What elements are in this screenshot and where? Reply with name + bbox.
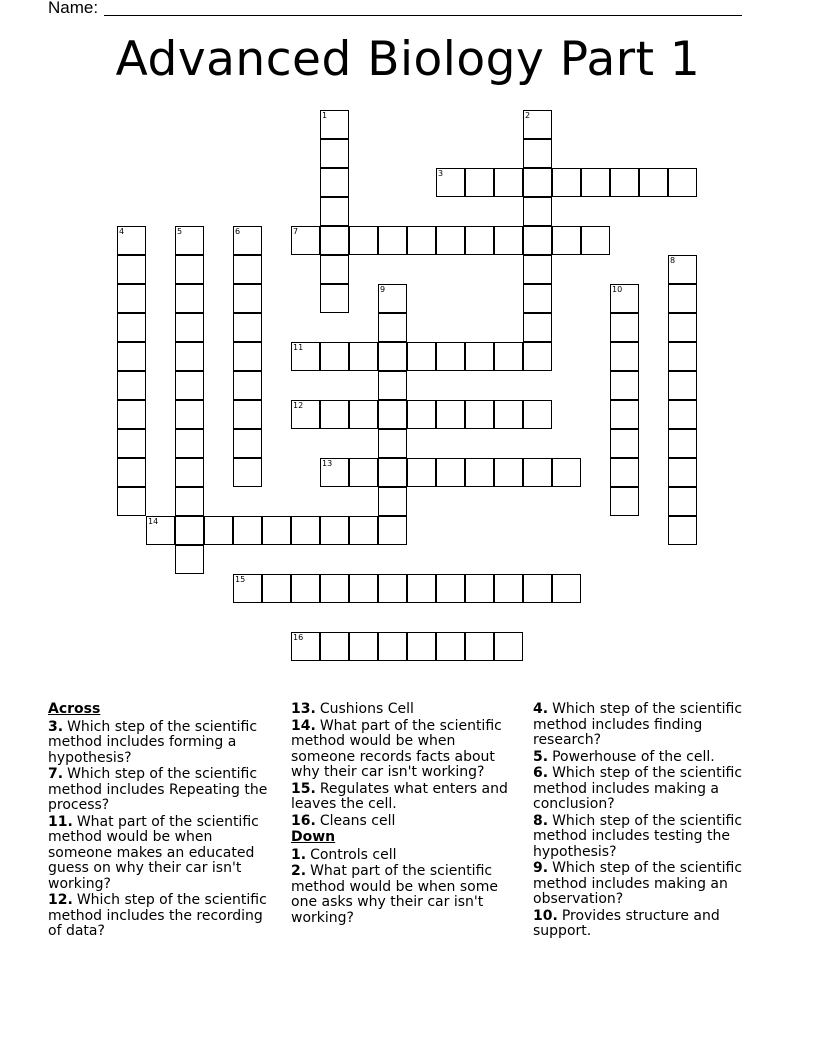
crossword-cell[interactable]: [291, 574, 320, 603]
clue-number: 14.: [291, 717, 316, 734]
crossword-cell[interactable]: [610, 371, 639, 400]
crossword-cell[interactable]: [291, 632, 320, 661]
crossword-cell[interactable]: [175, 429, 204, 458]
crossword-cell[interactable]: [146, 516, 175, 545]
crossword-cell[interactable]: [436, 226, 465, 255]
across-heading: Across: [48, 701, 101, 717]
clue-item: [291, 814, 519, 830]
crossword-cell[interactable]: [610, 487, 639, 516]
crossword-cell[interactable]: [320, 458, 349, 487]
clue-number: 10.: [533, 907, 558, 924]
crossword-cell[interactable]: [175, 255, 204, 284]
crossword-cell[interactable]: [117, 400, 146, 429]
crossword-cell[interactable]: [668, 255, 697, 284]
crossword-cell[interactable]: [494, 168, 523, 197]
crossword-cell[interactable]: [668, 313, 697, 342]
cell-number: 5: [177, 227, 183, 236]
crossword-cell[interactable]: [320, 110, 349, 139]
crossword-cell[interactable]: [610, 284, 639, 313]
crossword-cell[interactable]: [233, 574, 262, 603]
clue-text: Which step of the scientific method includes making a conclusion?: [533, 765, 743, 812]
clue-number: 16.: [291, 812, 316, 829]
crossword-cell[interactable]: [494, 226, 523, 255]
clue-number: 5.: [533, 748, 549, 765]
crossword-cell[interactable]: [175, 400, 204, 429]
crossword-cell[interactable]: [320, 226, 349, 255]
crossword-cell[interactable]: [233, 342, 262, 371]
crossword-cell[interactable]: [349, 574, 378, 603]
crossword-cell[interactable]: [407, 574, 436, 603]
crossword-cell[interactable]: [320, 139, 349, 168]
crossword-cell[interactable]: [320, 197, 349, 226]
clue-number: 13.: [291, 701, 316, 717]
clue-text: Which step of the scientific method includes finding research?: [533, 701, 743, 748]
clue-number: 6.: [533, 765, 549, 781]
crossword-cell[interactable]: [494, 400, 523, 429]
clue-number: 1.: [291, 846, 307, 863]
crossword-cell[interactable]: [552, 226, 581, 255]
crossword-cell[interactable]: [523, 197, 552, 226]
crossword-cell[interactable]: [233, 371, 262, 400]
crossword-cell[interactable]: [523, 574, 552, 603]
clue-number: 15.: [291, 780, 316, 797]
crossword-cell[interactable]: [523, 226, 552, 255]
crossword-cell[interactable]: [117, 313, 146, 342]
cell-number: 11: [293, 343, 304, 352]
crossword-cell[interactable]: [233, 429, 262, 458]
cell-number: 14: [148, 517, 159, 526]
clue-number: 8.: [533, 812, 549, 829]
cell-number: 1: [322, 111, 328, 120]
down-heading: Down: [291, 829, 336, 845]
crossword-cell[interactable]: [117, 284, 146, 313]
crossword-cell[interactable]: [668, 516, 697, 545]
crossword-cell[interactable]: [233, 313, 262, 342]
cell-number: 16: [293, 633, 304, 642]
clue-item: [48, 815, 276, 893]
cell-number: 13: [322, 459, 333, 468]
crossword-cell[interactable]: [175, 516, 204, 545]
crossword-cell[interactable]: [436, 458, 465, 487]
clue-number: 3.: [48, 718, 64, 735]
clue-item: [291, 848, 519, 864]
clue-number: 2.: [291, 863, 307, 879]
crossword-cell[interactable]: [668, 371, 697, 400]
crossword-cell[interactable]: [175, 458, 204, 487]
crossword-cell[interactable]: [378, 632, 407, 661]
crossword-cell[interactable]: [378, 516, 407, 545]
crossword-cell[interactable]: [349, 226, 378, 255]
clue-item: [48, 720, 276, 767]
crossword-cell[interactable]: [523, 168, 552, 197]
crossword-cell[interactable]: [175, 487, 204, 516]
crossword-cell[interactable]: [378, 458, 407, 487]
clue-number: 9.: [533, 860, 549, 876]
cell-number: 4: [119, 227, 125, 236]
crossword-cell[interactable]: [349, 516, 378, 545]
crossword-cell[interactable]: [175, 371, 204, 400]
crossword-cell[interactable]: [378, 429, 407, 458]
crossword-cell[interactable]: [668, 400, 697, 429]
crossword-cell[interactable]: [668, 487, 697, 516]
crossword-cell[interactable]: [610, 342, 639, 371]
crossword-cell[interactable]: [233, 284, 262, 313]
crossword-cell[interactable]: [175, 342, 204, 371]
crossword-cell[interactable]: [117, 226, 146, 255]
crossword-cell[interactable]: [668, 458, 697, 487]
crossword-cell[interactable]: [639, 168, 668, 197]
crossword-cell[interactable]: [117, 458, 146, 487]
cell-number: 2: [525, 111, 531, 120]
crossword-cell[interactable]: [436, 400, 465, 429]
crossword-cell[interactable]: [494, 458, 523, 487]
clue-column-3: [533, 702, 761, 941]
clue-text: Cushions Cell: [319, 701, 414, 717]
crossword-cell[interactable]: [407, 400, 436, 429]
crossword-cell[interactable]: [523, 139, 552, 168]
crossword-cell[interactable]: [552, 574, 581, 603]
crossword-cell[interactable]: [465, 632, 494, 661]
clue-item: [533, 909, 761, 940]
crossword-cell[interactable]: [378, 371, 407, 400]
crossword-cell[interactable]: [523, 255, 552, 284]
clue-item: [291, 782, 519, 813]
crossword-cell[interactable]: [175, 313, 204, 342]
crossword-cell[interactable]: [581, 226, 610, 255]
clue-item: [48, 767, 276, 814]
crossword-cell[interactable]: [320, 632, 349, 661]
crossword-cell[interactable]: [175, 545, 204, 574]
crossword-cell[interactable]: [378, 574, 407, 603]
crossword-cell[interactable]: [349, 458, 378, 487]
crossword-cell[interactable]: [465, 400, 494, 429]
crossword-cell[interactable]: [291, 226, 320, 255]
crossword-cell[interactable]: [610, 313, 639, 342]
crossword-cell[interactable]: [117, 429, 146, 458]
crossword-cell[interactable]: [610, 429, 639, 458]
crossword-cell[interactable]: [349, 342, 378, 371]
crossword-cell[interactable]: [204, 516, 233, 545]
crossword-cell[interactable]: [407, 632, 436, 661]
crossword-cell[interactable]: [523, 110, 552, 139]
crossword-cell[interactable]: [320, 400, 349, 429]
crossword-cell[interactable]: [233, 458, 262, 487]
crossword-cell[interactable]: [262, 574, 291, 603]
crossword-cell[interactable]: [320, 574, 349, 603]
crossword-cell[interactable]: [436, 632, 465, 661]
cell-number: 8: [670, 256, 676, 265]
crossword-cell[interactable]: [175, 284, 204, 313]
crossword-cell[interactable]: [494, 342, 523, 371]
crossword-cell[interactable]: [407, 458, 436, 487]
clue-text: Powerhouse of the cell.: [552, 748, 715, 765]
crossword-cell[interactable]: [320, 168, 349, 197]
clue-number: 4.: [533, 701, 549, 717]
crossword-cell[interactable]: [610, 400, 639, 429]
crossword-cell[interactable]: [349, 400, 378, 429]
crossword-cell[interactable]: [494, 574, 523, 603]
clue-number: 12.: [48, 892, 73, 908]
name-label: Name:: [48, 0, 99, 17]
clue-number: 11.: [48, 813, 73, 830]
crossword-cell[interactable]: [320, 284, 349, 313]
crossword-cell[interactable]: [436, 168, 465, 197]
crossword-cell[interactable]: [552, 458, 581, 487]
crossword-cell[interactable]: [465, 574, 494, 603]
crossword-cell[interactable]: [407, 226, 436, 255]
crossword-cell[interactable]: [320, 255, 349, 284]
crossword-cell[interactable]: [378, 342, 407, 371]
cell-number: 15: [235, 575, 246, 584]
crossword-cell[interactable]: [117, 342, 146, 371]
crossword-cell[interactable]: [117, 487, 146, 516]
clue-column-1: [48, 702, 276, 941]
crossword-cell[interactable]: [233, 400, 262, 429]
clue-item: [291, 864, 519, 926]
crossword-cell[interactable]: [436, 574, 465, 603]
crossword-cell[interactable]: [378, 313, 407, 342]
crossword-cell[interactable]: [262, 516, 291, 545]
crossword-cell[interactable]: [175, 226, 204, 255]
clue-text: What part of the scientific method would be when someone makes an educated guess on why their car isn't working?: [48, 813, 259, 892]
clue-text: What part of the scientific method would be when someone records facts about why their car isn't working?: [291, 717, 502, 780]
crossword-cell[interactable]: [523, 342, 552, 371]
crossword-cell[interactable]: [117, 255, 146, 284]
clue-column-2: [291, 702, 519, 927]
clue-text: What part of the scientific method would be when some one asks why their car isn't working?: [291, 863, 498, 926]
cell-number: 9: [380, 285, 386, 294]
crossword-cell[interactable]: [465, 168, 494, 197]
crossword-cell[interactable]: [668, 168, 697, 197]
crossword-cell[interactable]: [378, 487, 407, 516]
clue-item: [291, 702, 519, 718]
clue-item: [291, 719, 519, 781]
puzzle-title: Advanced Biology Part 1: [115, 32, 701, 87]
crossword-cell[interactable]: [378, 284, 407, 313]
clue-text: Which step of the scientific method includes making an observation?: [533, 860, 743, 907]
crossword-cell[interactable]: [523, 284, 552, 313]
cell-number: 10: [612, 285, 623, 294]
crossword-cell[interactable]: [233, 226, 262, 255]
clue-item: [533, 702, 761, 749]
clue-text: Which step of the scientific method includes testing the hypothesis?: [533, 812, 743, 860]
crossword-cell[interactable]: [523, 400, 552, 429]
clue-text: Which step of the scientific method includes Repeating the process?: [48, 766, 268, 813]
clue-text: Regulates what enters and leaves the cell.: [291, 780, 508, 812]
crossword-cell[interactable]: [465, 458, 494, 487]
crossword-cell[interactable]: [320, 516, 349, 545]
crossword-cell[interactable]: [291, 342, 320, 371]
clue-item: [533, 861, 761, 908]
crossword-cell[interactable]: [233, 516, 262, 545]
clue-number: 7.: [48, 766, 64, 782]
crossword-cell[interactable]: [494, 632, 523, 661]
crossword-cell[interactable]: [436, 342, 465, 371]
clue-text: Which step of the scientific method includes forming a hypothesis?: [48, 718, 258, 766]
crossword-cell[interactable]: [378, 226, 407, 255]
crossword-cell[interactable]: [668, 429, 697, 458]
crossword-cell[interactable]: [581, 168, 610, 197]
clue-item: [533, 766, 761, 813]
crossword-cell[interactable]: [523, 458, 552, 487]
crossword-cell[interactable]: [291, 516, 320, 545]
crossword-cell[interactable]: [523, 313, 552, 342]
cell-number: 6: [235, 227, 241, 236]
crossword-cell[interactable]: [291, 400, 320, 429]
cell-number: 7: [293, 227, 299, 236]
crossword-cell[interactable]: [320, 342, 349, 371]
crossword-cell[interactable]: [117, 371, 146, 400]
clue-item: [533, 750, 761, 766]
clue-text: Which step of the scientific method includes the recording of data?: [48, 892, 267, 939]
clue-text: Controls cell: [310, 846, 397, 863]
crossword-cell[interactable]: [349, 632, 378, 661]
clue-text: Cleans cell: [319, 812, 396, 829]
crossword-cell[interactable]: [668, 284, 697, 313]
crossword-cell[interactable]: [465, 342, 494, 371]
crossword-cell[interactable]: [378, 400, 407, 429]
clue-item: [533, 814, 761, 861]
crossword-cell[interactable]: [233, 255, 262, 284]
crossword-cell[interactable]: [552, 168, 581, 197]
crossword-cell[interactable]: [668, 342, 697, 371]
cell-number: 3: [438, 169, 444, 178]
crossword-cell[interactable]: [407, 342, 436, 371]
crossword-cell[interactable]: [610, 458, 639, 487]
clue-item: [48, 893, 276, 940]
crossword-cell[interactable]: [465, 226, 494, 255]
crossword-cell[interactable]: [610, 168, 639, 197]
clue-text: Provides structure and support.: [533, 907, 720, 939]
cell-number: 12: [293, 401, 304, 410]
